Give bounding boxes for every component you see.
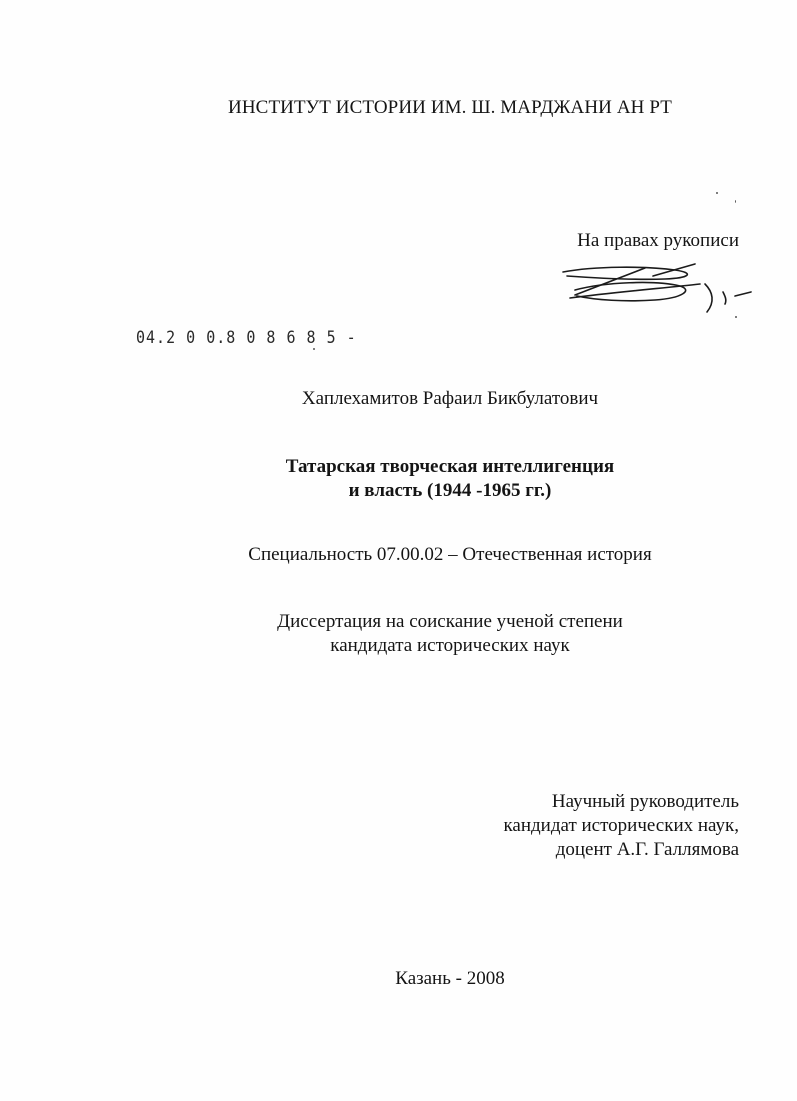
supervisor-name: доцент А.Г. Галлямова: [555, 839, 739, 860]
scan-speck: [735, 316, 737, 318]
scan-speck: [735, 200, 736, 203]
dissertation-title-line-1: Татарская творческая интеллигенция: [285, 456, 615, 477]
institute-name: ИНСТИТУТ ИСТОРИИ ИМ. Ш. МАРДЖАНИ АН РТ: [228, 97, 672, 118]
scan-speck: [716, 192, 718, 194]
dissertation-title-line-2: и власть (1944 -1965 гг.): [348, 480, 552, 501]
degree-line-1: Диссертация на соискание ученой степени: [277, 611, 623, 632]
registration-number: 04.2 0 0.8 0 8 6 8 5 -: [136, 327, 357, 348]
handwritten-signature: [555, 262, 760, 324]
manuscript-rights-note: На правах рукописи: [577, 230, 739, 251]
supervisor-label: Научный руководитель: [551, 791, 739, 812]
degree-line-2: кандидата исторических наук: [330, 635, 570, 656]
specialty: Специальность 07.00.02 – Отечественная история: [248, 544, 652, 565]
supervisor-degree: кандидат исторических наук,: [503, 815, 739, 836]
author-name: Хаплехамитов Рафаил Бикбулатович: [301, 388, 599, 409]
scan-speck: [313, 348, 315, 350]
city-year: Казань - 2008: [395, 968, 505, 989]
